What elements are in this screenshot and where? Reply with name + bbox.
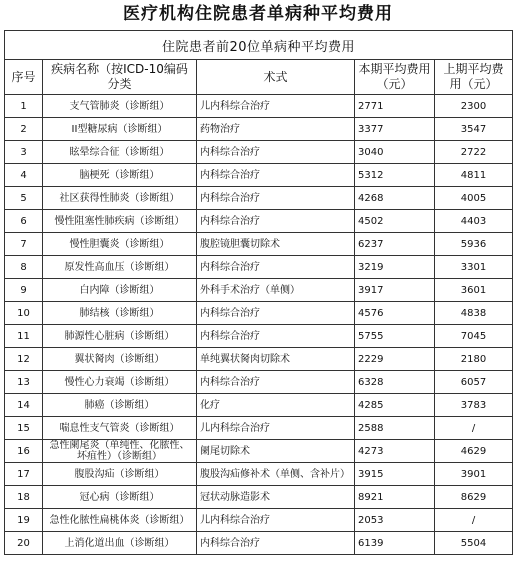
table-row (5, 509, 513, 532)
cell-previous-cost: 4838 (435, 302, 513, 325)
table-row (5, 325, 513, 348)
cell-current-cost: 2771 (355, 95, 435, 118)
cell-procedure: 儿内科综合治疗 (197, 417, 355, 440)
cell-previous-cost: 5936 (435, 233, 513, 256)
cell-no: 1 (5, 95, 43, 118)
cell-disease: 肺结核（诊断组） (43, 302, 197, 325)
cell-previous-cost: 2180 (435, 348, 513, 371)
cell-procedure: 内科综合治疗 (197, 210, 355, 233)
header-procedure: 术式 (197, 60, 355, 95)
cell-disease: 冠心病（诊断组） (43, 486, 197, 509)
cell-previous-cost: 4629 (435, 440, 513, 463)
table-row (5, 279, 513, 302)
table-row (5, 256, 513, 279)
table-row (5, 210, 513, 233)
cell-no: 6 (5, 210, 43, 233)
cell-disease: 急性化脓性扁桃体炎（诊断组） (43, 509, 197, 532)
cell-procedure: 内科综合治疗 (197, 256, 355, 279)
cell-no: 5 (5, 187, 43, 210)
cell-procedure: 外科手术治疗（单侧） (197, 279, 355, 302)
cell-previous-cost: 3601 (435, 279, 513, 302)
cell-procedure: 内科综合治疗 (197, 532, 355, 555)
cell-procedure: 阑尾切除术 (197, 440, 355, 463)
cell-current-cost: 4285 (355, 394, 435, 417)
cell-previous-cost: 2722 (435, 141, 513, 164)
cell-procedure: 内科综合治疗 (197, 141, 355, 164)
cell-no: 15 (5, 417, 43, 440)
cell-no: 12 (5, 348, 43, 371)
cell-no: 2 (5, 118, 43, 141)
cell-disease: 原发性高血压（诊断组） (43, 256, 197, 279)
cell-disease: 慢性阻塞性肺疾病（诊断组） (43, 210, 197, 233)
cell-no: 18 (5, 486, 43, 509)
table-row (5, 233, 513, 256)
cell-no: 17 (5, 463, 43, 486)
cell-procedure: 腹股沟疝修补术（单侧、含补片） (197, 463, 355, 486)
cell-no: 7 (5, 233, 43, 256)
table-row (5, 348, 513, 371)
cell-previous-cost: 3301 (435, 256, 513, 279)
cell-previous-cost: 4005 (435, 187, 513, 210)
cell-disease: 腹股沟疝（诊断组） (43, 463, 197, 486)
table-row (5, 118, 513, 141)
table-row (5, 440, 513, 463)
cell-no: 8 (5, 256, 43, 279)
table-row (5, 417, 513, 440)
table-row (5, 394, 513, 417)
table-row (5, 164, 513, 187)
cell-procedure: 内科综合治疗 (197, 371, 355, 394)
cell-current-cost: 6237 (355, 233, 435, 256)
cell-no: 20 (5, 532, 43, 555)
cell-procedure: 儿内科综合治疗 (197, 95, 355, 118)
table-row (5, 486, 513, 509)
cell-previous-cost: 4811 (435, 164, 513, 187)
cell-disease: 喘息性支气管炎（诊断组） (43, 417, 197, 440)
cell-previous-cost: 6057 (435, 371, 513, 394)
header-no: 序号 (5, 60, 43, 95)
table-caption-row (5, 31, 513, 60)
cell-no: 3 (5, 141, 43, 164)
header-disease: 疾病名称（按ICD-10编码分类 (43, 60, 197, 95)
cell-no: 19 (5, 509, 43, 532)
cell-current-cost: 3040 (355, 141, 435, 164)
cell-current-cost: 5755 (355, 325, 435, 348)
cell-previous-cost: 5504 (435, 532, 513, 555)
table-row (5, 463, 513, 486)
cell-previous-cost: 8629 (435, 486, 513, 509)
table-caption: 住院患者前20位单病种平均费用 (5, 31, 513, 60)
cell-procedure: 内科综合治疗 (197, 164, 355, 187)
cell-disease: 支气管肺炎（诊断组） (43, 95, 197, 118)
cell-disease: 慢性心力衰竭（诊断组） (43, 371, 197, 394)
cell-no: 10 (5, 302, 43, 325)
table-row (5, 187, 513, 210)
page-title: 医疗机构住院患者单病种平均费用 (123, 4, 393, 24)
cell-disease: 社区获得性肺炎（诊断组） (43, 187, 197, 210)
cell-procedure: 化疗 (197, 394, 355, 417)
cell-disease: II型糖尿病（诊断组） (43, 118, 197, 141)
cell-current-cost: 3915 (355, 463, 435, 486)
cell-previous-cost: 7045 (435, 325, 513, 348)
cell-procedure: 儿内科综合治疗 (197, 509, 355, 532)
cell-no: 9 (5, 279, 43, 302)
cell-procedure: 内科综合治疗 (197, 187, 355, 210)
cell-previous-cost: 3901 (435, 463, 513, 486)
cell-disease: 急性阑尾炎（单纯性、化脓性、坏疽性）（诊断组） (43, 440, 197, 463)
cell-previous-cost: 4403 (435, 210, 513, 233)
cell-current-cost: 4273 (355, 440, 435, 463)
cell-current-cost: 2229 (355, 348, 435, 371)
cell-previous-cost: 3783 (435, 394, 513, 417)
cell-disease: 肺癌（诊断组） (43, 394, 197, 417)
cell-procedure: 单纯翼状胬肉切除术 (197, 348, 355, 371)
table-row (5, 371, 513, 394)
cell-disease: 上消化道出血（诊断组） (43, 532, 197, 555)
cell-no: 11 (5, 325, 43, 348)
cell-procedure: 内科综合治疗 (197, 325, 355, 348)
cell-current-cost: 4502 (355, 210, 435, 233)
cell-disease: 白内障（诊断组） (43, 279, 197, 302)
cell-current-cost: 3917 (355, 279, 435, 302)
cell-current-cost: 6328 (355, 371, 435, 394)
cell-no: 13 (5, 371, 43, 394)
cell-disease: 脑梗死（诊断组） (43, 164, 197, 187)
cell-disease: 肺源性心脏病（诊断组） (43, 325, 197, 348)
cost-table (4, 30, 513, 555)
cell-procedure: 内科综合治疗 (197, 302, 355, 325)
cell-previous-cost: / (435, 417, 513, 440)
table-header-row (5, 60, 513, 95)
cell-current-cost: 6139 (355, 532, 435, 555)
cell-current-cost: 4268 (355, 187, 435, 210)
cell-current-cost: 8921 (355, 486, 435, 509)
cell-disease: 翼状胬肉（诊断组） (43, 348, 197, 371)
cell-disease: 眩晕综合征（诊断组） (43, 141, 197, 164)
cell-previous-cost: 2300 (435, 95, 513, 118)
cell-procedure: 腹腔镜胆囊切除术 (197, 233, 355, 256)
cell-current-cost: 4576 (355, 302, 435, 325)
table-row (5, 532, 513, 555)
table-row (5, 141, 513, 164)
cell-previous-cost: / (435, 509, 513, 532)
table-row (5, 95, 513, 118)
cell-current-cost: 3219 (355, 256, 435, 279)
cell-current-cost: 5312 (355, 164, 435, 187)
cell-no: 4 (5, 164, 43, 187)
cell-procedure: 药物治疗 (197, 118, 355, 141)
header-previous-cost: 上期平均费用（元） (435, 60, 513, 95)
header-current-cost: 本期平均费用（元） (355, 60, 435, 95)
cell-current-cost: 3377 (355, 118, 435, 141)
table-row (5, 302, 513, 325)
cell-previous-cost: 3547 (435, 118, 513, 141)
cell-procedure: 冠状动脉造影术 (197, 486, 355, 509)
cell-no: 14 (5, 394, 43, 417)
cell-current-cost: 2588 (355, 417, 435, 440)
cell-current-cost: 2053 (355, 509, 435, 532)
cell-disease: 慢性胆囊炎（诊断组） (43, 233, 197, 256)
cell-no: 16 (5, 440, 43, 463)
